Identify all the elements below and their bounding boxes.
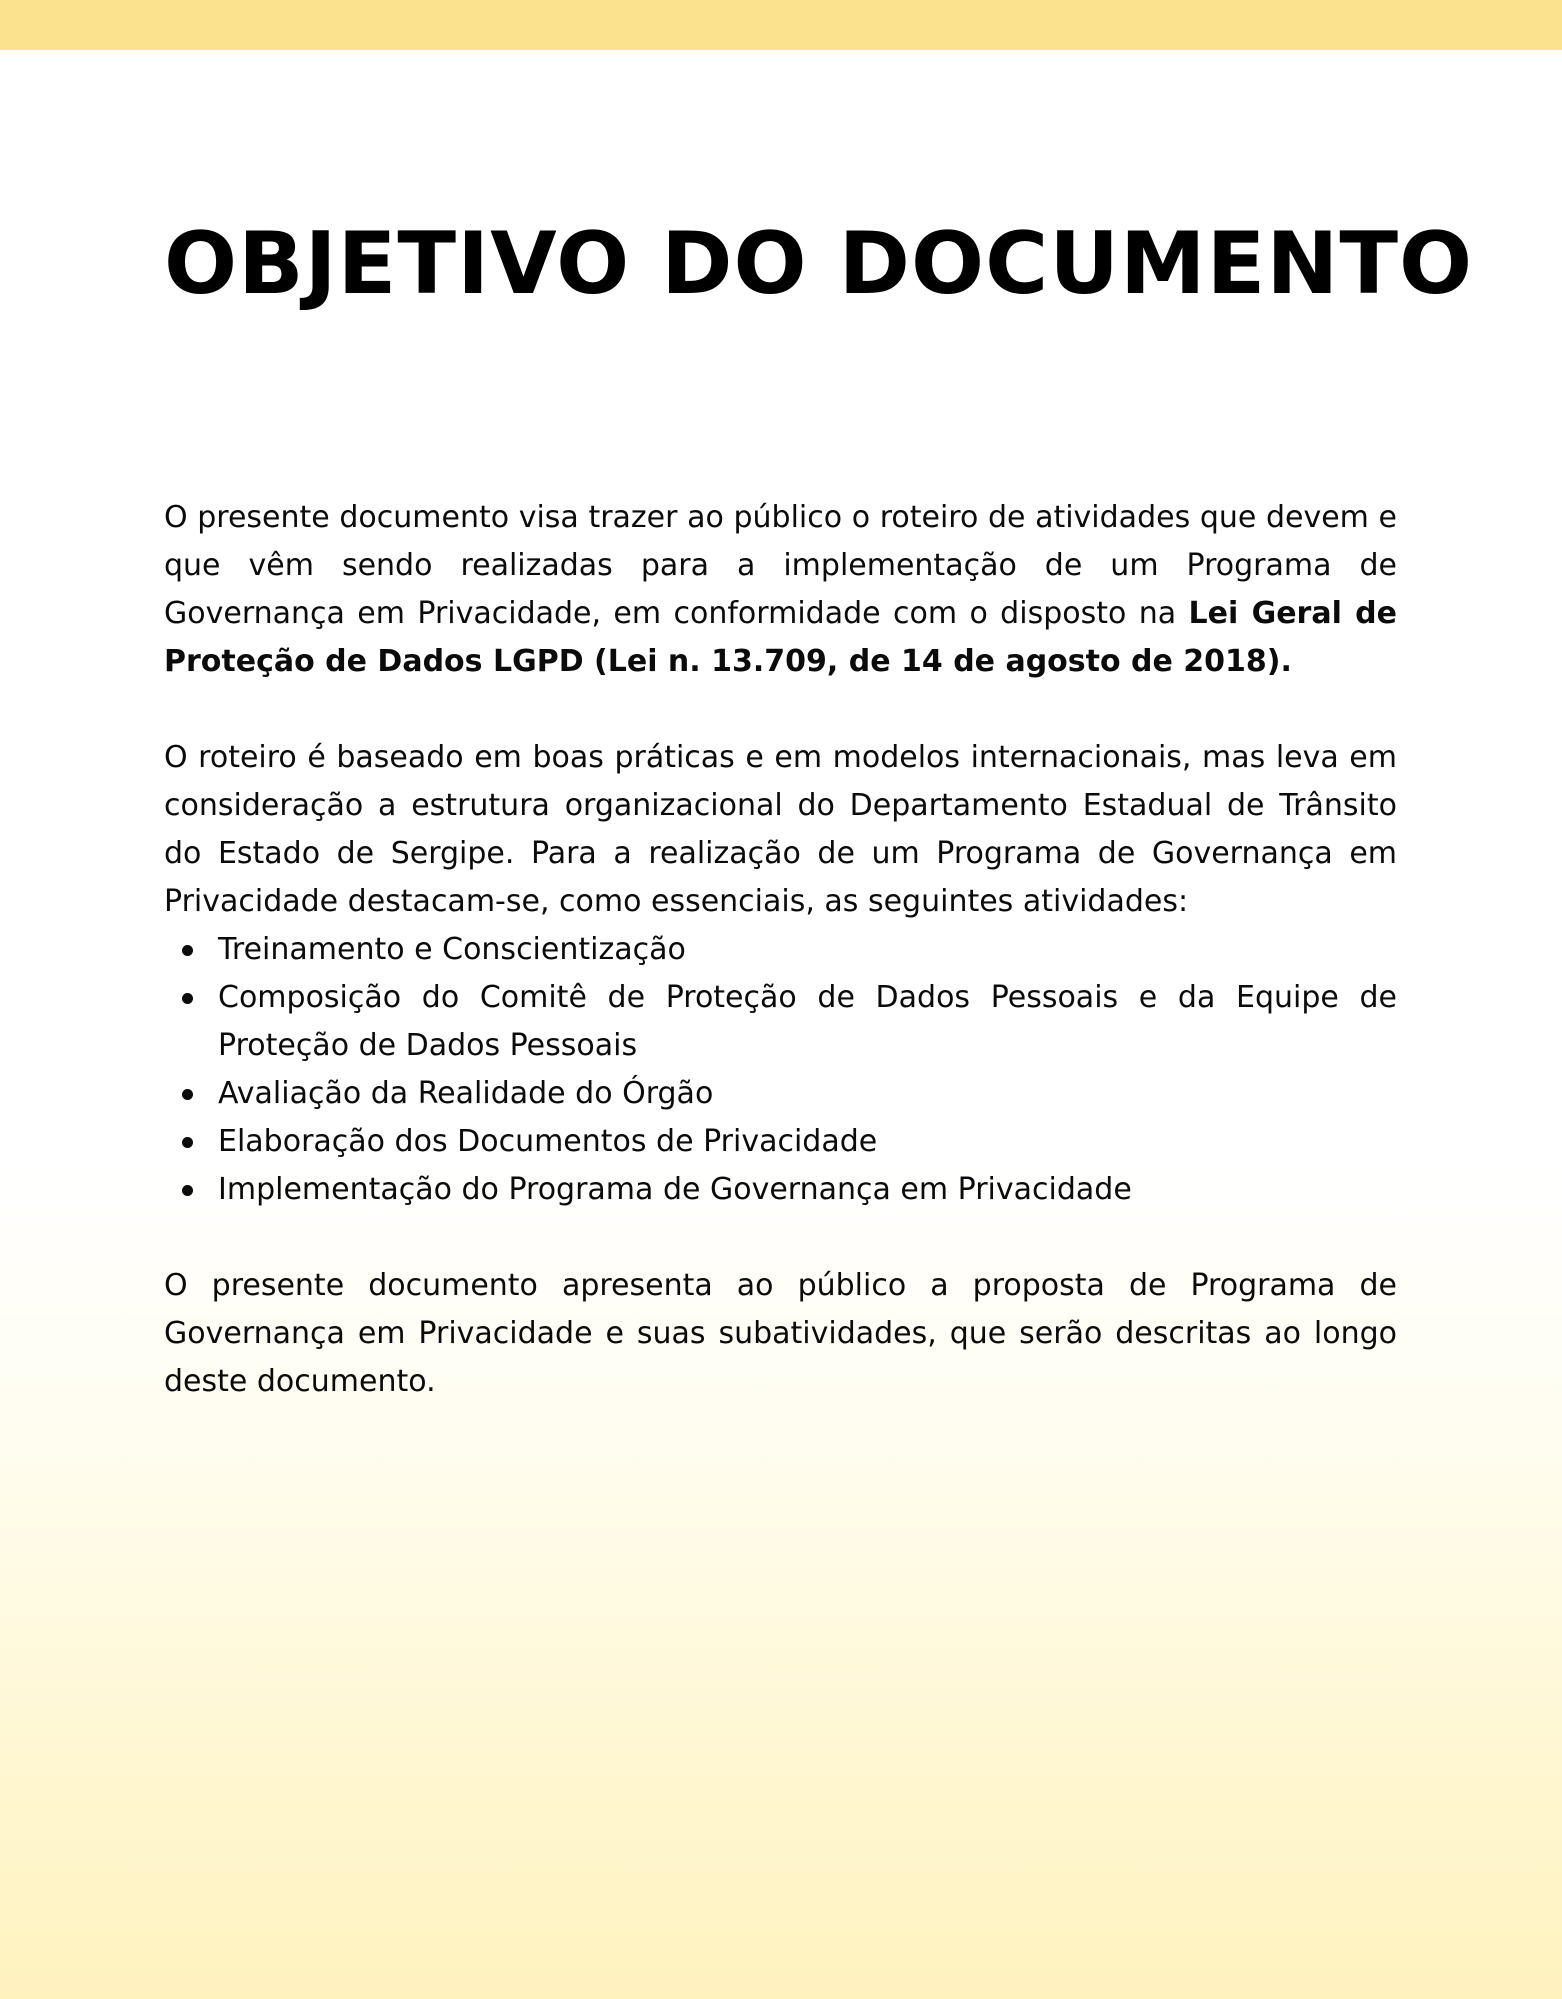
page-title: OBJETIVO DO DOCUMENTO bbox=[164, 214, 1474, 314]
list-item bbox=[164, 1166, 1397, 1214]
list-item bbox=[164, 1070, 1397, 1118]
bullet-icon bbox=[182, 1137, 193, 1148]
bullet-icon bbox=[182, 993, 193, 1004]
paragraph-spacer bbox=[164, 1214, 1397, 1262]
list-item bbox=[164, 1118, 1397, 1166]
top-accent-band bbox=[0, 0, 1562, 50]
activities-list bbox=[164, 926, 1397, 1214]
list-item bbox=[164, 974, 1397, 1070]
list-item-text: Composição do Comitê de Proteção de Dados Pessoais e da Equipe de Proteção de Dados Pessoais bbox=[218, 980, 1397, 1063]
closing-paragraph: O presente documento apresenta ao público a proposta de Programa de Governança em Privacidade e suas subatividades, que serão descritas ao longo deste documento. bbox=[164, 1268, 1397, 1399]
law-reference: Lei Geral de Proteção de Dados LGPD (Lei n. 13.709, de 14 de agosto de 2018). bbox=[164, 596, 1397, 679]
paragraph-spacer bbox=[164, 686, 1397, 734]
list-item-text: Treinamento e Conscientização bbox=[218, 932, 686, 967]
roadmap-paragraph: O roteiro é baseado em boas práticas e em modelos internacionais, mas leva em consideração a estrutura organizacional do Departamento Estadual de Trânsito do Estado de Sergipe. Para a realização de um Programa de Governança em Privacidade destacam-se, como essenciais, as seguintes atividades: bbox=[164, 740, 1397, 919]
bullet-icon bbox=[182, 1089, 193, 1100]
list-item-text: Implementação do Programa de Governança em Privacidade bbox=[218, 1172, 1132, 1207]
bullet-icon bbox=[182, 1185, 193, 1196]
intro-text: O presente documento visa trazer ao público o roteiro de atividades que devem e que vêm sendo realizadas para a implementação de um Programa de Governança em Privacidade, em conformidade com o disposto na bbox=[164, 500, 1397, 631]
list-item-text: Avaliação da Realidade do Órgão bbox=[218, 1076, 714, 1111]
bullet-icon bbox=[182, 945, 193, 956]
list-item bbox=[164, 926, 1397, 974]
intro-paragraph bbox=[164, 494, 1397, 686]
list-item-text: Elaboração dos Documentos de Privacidade bbox=[218, 1124, 878, 1159]
document-body bbox=[164, 494, 1397, 1406]
